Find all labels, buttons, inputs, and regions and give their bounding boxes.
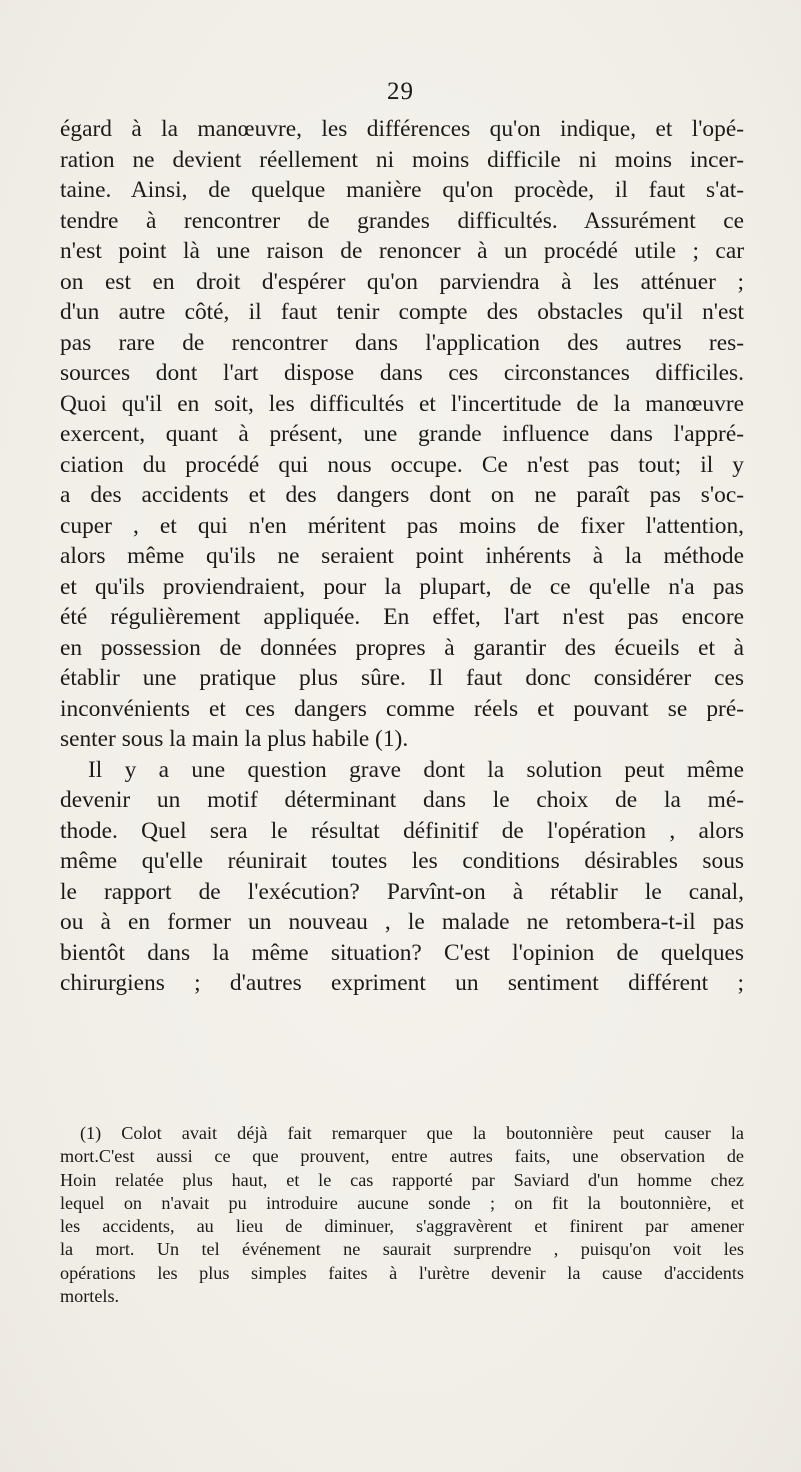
text-line: cuper , et qui n'en méritent pas moins de fixer l'attention, [60, 512, 744, 539]
text-line: alors même qu'ils ne seraient point inhérents à la méthode [60, 543, 744, 569]
footnote-line: la mort. Un tel événement ne saurait surprendre , puisqu'on voit les [60, 1239, 744, 1260]
text-line: chirurgiens ; d'autres expriment un sentiment différent ; [60, 970, 744, 996]
footnote-line: (1) Colot avait déjà fait remarquer que la boutonnière peut causer la [80, 1123, 744, 1143]
text-line: n'est point là une raison de renoncer à un procédé utile ; car [60, 238, 744, 264]
text-line: égard à la manœuvre, les différences qu'on indique, et l'opé- [60, 116, 744, 142]
text-line: senter sous la main la plus habile (1). [60, 726, 409, 752]
text-line: thode. Quel sera le résultat définitif de l'opération , alors [60, 817, 744, 844]
footnote-line: les accidents, au lieu de diminuer, s'aggravèrent et finirent par amener [60, 1216, 744, 1237]
text-line: ration ne devient réellement ni moins difficile ni moins incer- [60, 146, 744, 173]
body-text [60, 114, 744, 999]
text-line: bientôt dans la même situation? C'est l'opinion de quelques [60, 939, 744, 966]
text-line: Quoi qu'il en soit, les difficultés et l'incertitude de la manœuvre [60, 390, 744, 417]
footnote-line: mort.C'est aussi ce que prouvent, entre autres faits, une observation de [60, 1146, 744, 1167]
text-line: exercent, quant à présent, une grande influence dans l'appré- [60, 421, 744, 447]
text-line: et qu'ils proviendraient, pour la plupart, de ce qu'elle n'a pas [60, 573, 744, 600]
text-line: été régulièrement appliquée. En effet, l'art n'est pas encore [60, 604, 744, 630]
text-line: inconvénients et ces dangers comme réels et pouvant se pré- [60, 695, 744, 722]
text-line: pas rare de rencontrer dans l'application des autres res- [60, 329, 744, 356]
text-line: en possession de données propres à garantir des écueils et à [60, 634, 744, 661]
text-line: d'un autre côté, il faut tenir compte des obstacles qu'il n'est [60, 299, 744, 325]
text-line: a des accidents et des dangers dont on ne paraît pas s'oc- [60, 482, 744, 508]
text-line: on est en droit d'espérer qu'on parviendra à les atténuer ; [60, 268, 744, 295]
text-line: même qu'elle réunirait toutes les conditions désirables sous [60, 848, 744, 874]
text-line: Il y a une question grave dont la solution peut même [88, 756, 744, 783]
footnote-line: opérations les plus simples faites à l'urètre devenir la cause d'accidents [60, 1262, 744, 1283]
text-line: ou à en former un nouveau , le malade ne retombera-t-il pas [60, 909, 744, 935]
text-line: tendre à rencontrer de grandes difficultés. Assurément ce [60, 207, 744, 234]
text-line: établir une pratique plus sûre. Il faut donc considérer ces [60, 665, 744, 691]
text-line: le rapport de l'exécution? Parvînt-on à rétablir le canal, [60, 878, 744, 905]
text-line: taine. Ainsi, de quelque manière qu'on procède, il faut s'at- [60, 177, 744, 203]
footnote-line: mortels. [60, 1286, 120, 1307]
page-number: 29 [387, 78, 414, 105]
text-line: sources dont l'art dispose dans ces circonstances difficiles. [60, 360, 744, 386]
footnote-line: Hoin relatée plus haut, et le cas rapporté par Saviard d'un homme chez [60, 1169, 744, 1190]
text-line: ciation du procédé qui nous occupe. Ce n'est pas tout; il y [60, 451, 744, 478]
footnote-line: lequel on n'avait pu introduire aucune sonde ; on fit la boutonnière, et [60, 1192, 744, 1213]
footnote [60, 1122, 744, 1308]
text-line: devenir un motif déterminant dans le choix de la mé- [60, 787, 744, 813]
